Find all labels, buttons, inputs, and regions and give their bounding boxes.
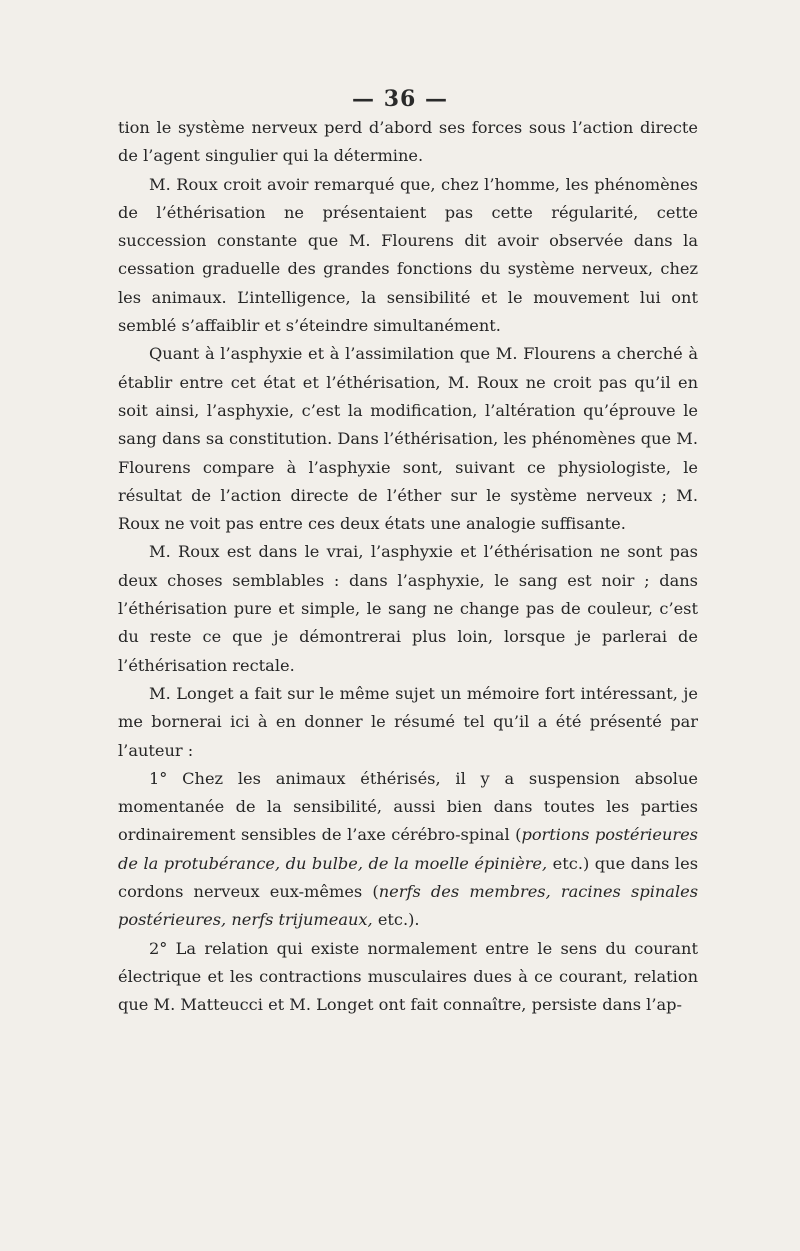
italic-text-run: portions postérieures de la protubérance, du bulbe, de la moelle épinière, (118, 825, 698, 873)
page-number: — 36 — (352, 86, 448, 112)
paragraph: M. Longet a fait sur le même sujet un mémoire fort intéressant, je me bornerai ici à en donner le résumé tel qu’il a été présenté par l’auteur : (118, 683, 698, 760)
paragraph: M. Roux croit avoir remarqué que, chez l’homme, les phénomènes de l’éthérisation ne présentaient pas cette régularité, cette succession constante que M. Flourens dit avoir observée dans la cessation graduelle des grandes fonctions du système nerveux, chez les animaux. L’intelligence, la sensibilité et le mouvement lui ont semblé s’affaiblir et s’éteindre simultanément. (118, 174, 698, 336)
text-run: 1° Chez les animaux éthérisés, il y a suspension absolue momentanée de la sensibilité, aussi bien dans toutes les parties ordinairement sensibles de l’axe cérébro-spinal ( (118, 768, 698, 845)
text-run: etc.) que dans les cordons nerveux eux-mêmes ( (118, 853, 699, 902)
paragraph: M. Roux est dans le vrai, l’asphyxie et l’éthérisation ne sont pas deux choses semblables : dans l’asphyxie, le sang est noir ; dans l’éthérisation pure et simple, le sang ne change pas de couleur, c’est du reste ce que je démontrerai plus loin, lorsque je parlerai de l’éthérisation rectale. (118, 542, 698, 675)
body-text (118, 114, 698, 1020)
italic-text-run: nerfs des membres, racines spinales postérieures, nerfs trijumeaux, (118, 882, 699, 930)
paragraph: Quant à l’asphyxie et à l’assimilation que M. Flourens a cherché à établir entre cet état et l’éthérisation, M. Roux ne croit pas qu’il en soit ainsi, l’asphyxie, c’est la modification, l’altération qu’éprouve le sang dans sa constitution. Dans l’éthérisation, les phénomènes que M. Flourens compare à l’asphyxie sont, suivant ce physiologiste, le résultat de l’action directe de l’éther sur le système nerveux ; M. Roux ne voit pas entre ces deux états une analogie suffisante. (118, 344, 698, 534)
text-run: etc.). (372, 910, 420, 930)
paragraph: tion le système nerveux perd d’abord ses forces sous l’action directe de l’agent singulier qui la détermine. (118, 118, 698, 166)
paragraph: 2° La relation qui existe normalement entre le sens du courant électrique et les contractions musculaires dues à ce courant, relation que M. Matteucci et M. Longet ont fait connaître, persiste dans l’ap- (118, 938, 698, 1015)
paragraph-longet-point-1 (118, 765, 698, 935)
